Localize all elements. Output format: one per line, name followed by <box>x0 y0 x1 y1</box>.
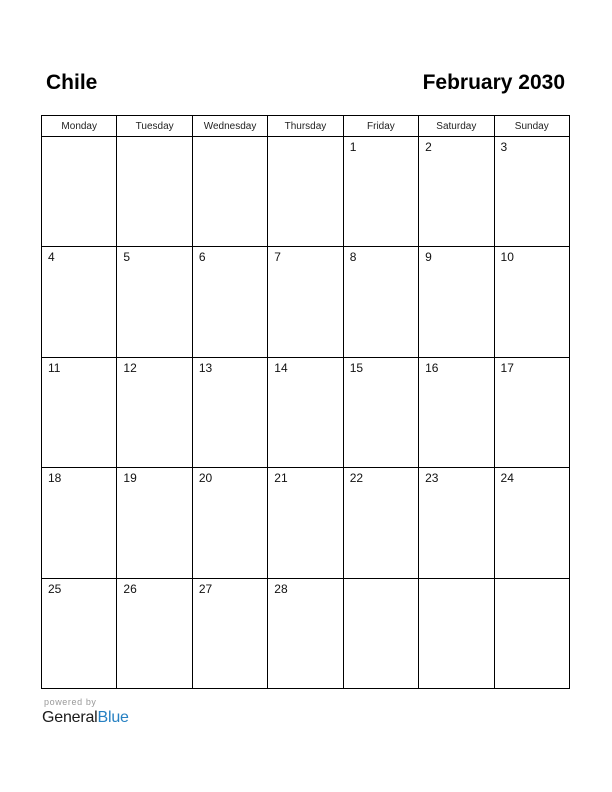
week-row <box>42 247 570 357</box>
day-cell <box>494 578 569 688</box>
day-number: 15 <box>349 360 364 375</box>
day-number: 11 <box>48 360 61 375</box>
day-number: 14 <box>274 360 288 375</box>
day-cell <box>192 578 267 688</box>
footer-branding <box>42 697 129 728</box>
day-cell <box>42 357 117 467</box>
day-number: 9 <box>425 250 432 265</box>
day-number: 8 <box>349 250 357 265</box>
day-cell <box>268 468 343 578</box>
page-title-country: Chile <box>46 71 98 94</box>
day-number: 18 <box>48 471 62 486</box>
day-number: 22 <box>349 471 364 486</box>
day-cell <box>419 357 494 467</box>
brand-blue-text: Blue <box>97 709 129 726</box>
day-cell <box>494 468 569 578</box>
day-cell <box>343 357 418 467</box>
day-cell <box>192 247 267 357</box>
day-cell <box>419 468 494 578</box>
day-cell <box>42 137 117 247</box>
day-number <box>419 579 493 582</box>
day-number: 10 <box>500 250 514 265</box>
generalblue-logo <box>42 708 129 728</box>
day-cell <box>117 247 192 357</box>
day-number: 21 <box>274 471 288 486</box>
day-number: 7 <box>274 250 281 265</box>
weekday-header-tuesday: Tuesday <box>117 116 192 137</box>
day-cell <box>192 357 267 467</box>
day-cell <box>117 578 192 688</box>
day-cell <box>42 247 117 357</box>
week-row <box>42 357 570 467</box>
day-cell <box>494 137 569 247</box>
day-cell <box>494 247 569 357</box>
day-number <box>268 137 342 140</box>
day-number: 5 <box>123 250 131 265</box>
day-cell <box>268 357 343 467</box>
weekday-header-row <box>42 116 570 137</box>
day-cell <box>117 468 192 578</box>
powered-by-text: powered by <box>44 697 97 707</box>
day-number: 2 <box>425 140 432 154</box>
week-row <box>42 137 570 247</box>
day-number: 28 <box>274 581 288 596</box>
week-row <box>42 468 570 578</box>
day-cell <box>419 578 494 688</box>
day-cell <box>268 137 343 247</box>
day-cell <box>117 137 192 247</box>
day-number: 24 <box>500 471 514 486</box>
day-cell <box>494 357 569 467</box>
calendar-grid <box>41 115 570 689</box>
day-number: 6 <box>198 250 206 265</box>
day-number: 27 <box>198 581 213 596</box>
weekday-header-wednesday: Wednesday <box>192 116 267 137</box>
day-cell <box>343 137 418 247</box>
day-number: 20 <box>198 471 213 486</box>
day-number: 16 <box>425 360 439 375</box>
day-number: 25 <box>48 581 62 596</box>
day-cell <box>117 357 192 467</box>
day-number <box>193 137 267 140</box>
day-cell <box>42 468 117 578</box>
day-number: 13 <box>198 360 213 375</box>
day-cell <box>192 468 267 578</box>
day-number: 26 <box>123 581 137 596</box>
day-number: 23 <box>425 471 439 486</box>
day-number: 19 <box>123 471 137 486</box>
day-number: 3 <box>500 140 508 154</box>
day-cell <box>419 247 494 357</box>
day-number <box>344 579 418 582</box>
day-number <box>117 137 191 140</box>
brand-general-text: General <box>42 709 98 726</box>
day-number <box>495 579 569 582</box>
day-number: 17 <box>500 360 514 375</box>
weekday-header-sunday: Sunday <box>494 116 569 137</box>
day-cell <box>343 247 418 357</box>
weekday-header-saturday: Saturday <box>419 116 494 137</box>
day-number: 12 <box>123 360 137 375</box>
day-cell <box>419 137 494 247</box>
page-title-month: February 2030 <box>422 71 565 94</box>
weekday-header-thursday: Thursday <box>268 116 343 137</box>
day-cell <box>268 247 343 357</box>
day-number: 4 <box>48 250 55 265</box>
day-cell <box>343 468 418 578</box>
day-number: 1 <box>349 140 357 154</box>
weekday-header-friday: Friday <box>343 116 418 137</box>
day-cell <box>343 578 418 688</box>
weekday-header-monday: Monday <box>42 116 117 137</box>
day-cell <box>268 578 343 688</box>
day-cell <box>192 137 267 247</box>
week-row <box>42 578 570 688</box>
day-number <box>42 137 116 140</box>
day-cell <box>42 578 117 688</box>
